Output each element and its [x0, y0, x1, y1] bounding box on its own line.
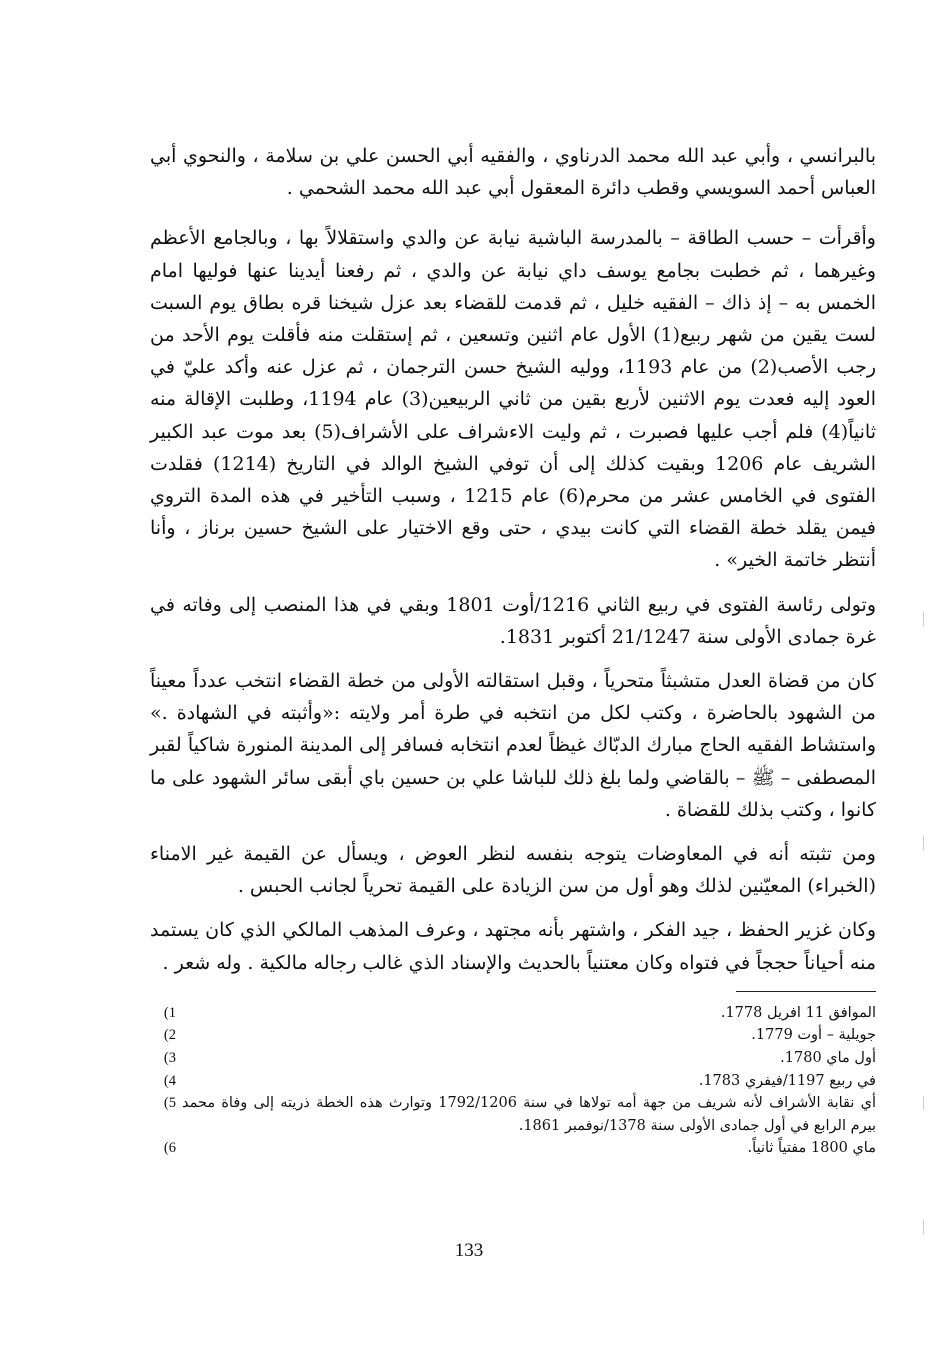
footnote-text: جويلية – أوت 1779. [751, 1027, 876, 1044]
paragraph-3: وتولى رئاسة الفتوى في ربيع الثاني 1216/أوت 1801 وبقي في هذا المنصب إلى وفاته في غرة جمادى الأولى سنة 21/1247 أكتوبر 1831. [150, 593, 876, 648]
footnote-number: 5) [163, 1095, 176, 1112]
paragraph-4: كان من قضاة العدل متشبثاً متحرياً ، وقبل استقالته الأولى من خطة القضاء انتخب عدداً معيناً من الشهود بالحاضرة ، وكتب لكل من انتخبه في طرة أمر ولايته :«وأثبته في الشهادة .» واستشاط الفقيه الحاج مبارك الدبّاك غيظاً لعدم انتخابه فسافر إلى المدينة المنورة شاكياً لقبر المصطفى – ﷺ – بالقاضي ولما بلغ ذلك للباشا علي بن حسين باي أبقى سائر الشهود على ما كانوا ، وكتب بذلك للقضاة . [150, 670, 876, 821]
scan-margin-mark [923, 1220, 924, 1234]
footnote-number: 1) [163, 1004, 176, 1021]
footnote-item [150, 1070, 876, 1093]
footnote-text: في ربيع 1197/فيفري 1783. [698, 1072, 876, 1089]
footnote-item [150, 1002, 876, 1025]
footnote-text: الموافق 11 افريل 1778. [720, 1004, 876, 1021]
scan-margin-mark [923, 612, 924, 626]
paragraph-1: بالبرانسي ، وأبي عبد الله محمد الدرناوي ، والفقيه أبي الحسن علي بن سلامة ، والنحوي أبي العباس أحمد السويسي وقطب دائرة المعقول أبي عبد الله محمد الشحمي . [150, 145, 876, 200]
footnote-item [150, 1092, 876, 1137]
footnote-number: 4) [163, 1072, 176, 1089]
footnote-number: 2) [163, 1027, 176, 1044]
footnote-text: أي نقابة الأشراف لأنه شريف من جهة أمه تولاها في سنة 1792/1206 وتوارث هذه الخطة ذريته إلى وفاة محمد بيرم الرابع في أول جمادى الأولى سنة 1378/نوفمبر 1861. [182, 1095, 876, 1134]
paragraph-6: وكان غزير الحفظ ، جيد الفكر ، واشتهر بأنه مجتهد ، وعرف المذهب المالكي الذي كان يستمد منه أحياناً حججاً في فتواه وكان معتنياً بالحديث والإسناد الذي غالب رجاله مالكية . وله شعر . [150, 919, 876, 974]
footnote-item [150, 1047, 876, 1070]
page-number: 133 [454, 1240, 484, 1261]
footnote-separator [736, 991, 876, 992]
footnote-number: 3) [163, 1050, 176, 1067]
footnotes-list [150, 1002, 876, 1160]
footnote-text: ماي 1800 مفتياً ثانياً. [747, 1140, 876, 1157]
footnote-text: أول ماي 1780. [780, 1050, 876, 1067]
paragraph-2: وأقرأت – حسب الطاقة – بالمدرسة الباشية نيابة عن والدي واستقلالاً بها ، وبالجامع الأعظم وغيرهما ، ثم خطبت بجامع يوسف داي نيابة عن والدي ، ثم رفعنا أيدينا عنها فوليها امام الخمس به – إذ ذاك – الفقيه خليل ، ثم قدمت للقضاء بعد عزل شيخنا قره بطاق يوم السبت لست يقين من شهر ربيع(1) الأول عام اثنين وتسعين ، ثم إستقلت منه فأقلت يوم الأحد من رجب الأصب(2) من عام 1193، ووليه الشيخ حسن الترجمان ، ثم عزل عنه وأكد عليّ في العود إليه فعدت يوم الاثنين لأربع بقين من ثاني الربيعين(3) عام 1194، وطلبت الإقالة منه ثانياً(4) فلم أجب عليها فصبرت ، ثم وليت الاءشراف على الأشراف(5) بعد موت عبد الكبير الشريف عام 1206 وبقيت كذلك إلى أن توفي الشيخ الوالد في التاريخ (1214) فقلدت الفتوى في الخامس عشر من محرم(6) عام 1215 ، وسبب التأخير في هذه المدة التروي فيمن يقلد خطة القضاء التي كانت بيدي ، حتى وقع الاختيار على الشيخ حسين برناز ، وأنا أنتظر خاتمة الخير» . [150, 227, 877, 572]
book-page [150, 140, 876, 1160]
paragraph-5: ومن تثبته أنه في المعاوضات يتوجه بنفسه لنظر العوض ، ويسأل عن القيمة غير الامناء (الخبراء) المعيّنين لذلك وهو أول من سن الزيادة على القيمة تحرياً لجانب الحبس . [150, 843, 876, 898]
scan-margin-mark [923, 1096, 924, 1110]
footnote-number: 6) [163, 1140, 176, 1157]
footnote-item [150, 1137, 876, 1160]
scan-margin-mark [923, 836, 924, 850]
footnote-item [150, 1024, 876, 1047]
